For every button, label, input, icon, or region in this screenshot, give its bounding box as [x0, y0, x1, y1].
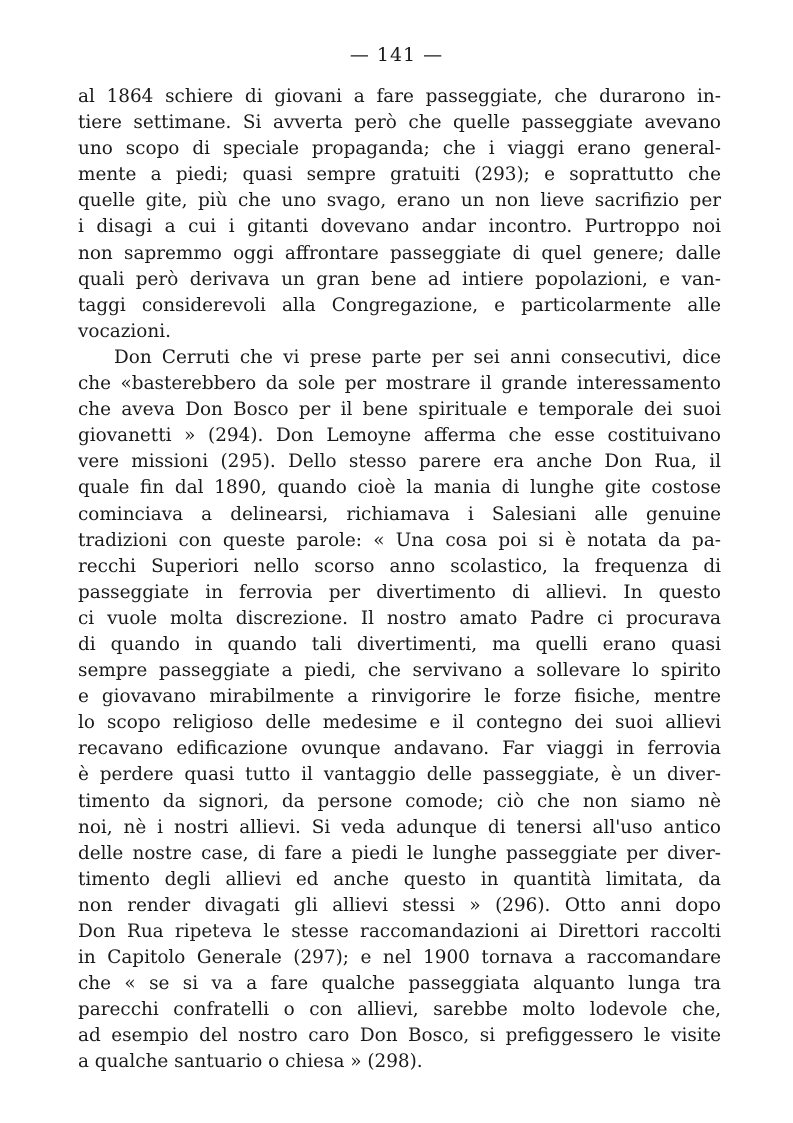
- text-line: non render divagati gli allievi stessi » (296). Otto anni dopo: [78, 894, 721, 916]
- text-line: recchi Superiori nello scorso anno scolastico, la frequenza di: [78, 555, 721, 577]
- text-line: i disagi a cui i gitanti dovevano andar incontro. Purtroppo noi: [78, 216, 721, 238]
- text-line: al 1864 schiere di giovani a fare passeggiate, che durarono in-: [78, 86, 721, 107]
- text-line: Don Cerruti che vi prese parte per sei anni consecutivi, dice: [114, 346, 721, 368]
- text-line: noi, nè i nostri allievi. Si veda adunque di tenersi all'uso antico: [78, 816, 721, 838]
- text-line: passeggiate in ferrovia per divertimento di allievi. In questo: [78, 581, 721, 603]
- text-line: quelle gite, più che uno svago, erano un non lieve sacrifizio per: [78, 190, 721, 212]
- text-line: e giovavano mirabilmente a rinvigorire le forze fisiche, mentre: [78, 686, 721, 708]
- text-line: a qualche santuario o chiesa » (298).: [78, 1051, 423, 1073]
- text-line: taggi considerevoli alla Congregazione, e particolarmente alle: [78, 294, 721, 316]
- text-line: mente a piedi; quasi sempre gratuiti (293); e soprattutto che: [78, 164, 721, 186]
- text-line: recavano edificazione ovunque andavano. Far viaggi in ferrovia: [78, 738, 721, 760]
- text-line: parecchi confratelli o con allievi, sarebbe molto lodevole che,: [78, 999, 721, 1021]
- text-line: quali però derivava un gran bene ad intiere popolazioni, e van-: [78, 268, 721, 290]
- text-line: quale fin dal 1890, quando cioè la mania di lunghe gite costose: [78, 477, 721, 499]
- text-line: in Capitolo Generale (297); e nel 1900 tornava a raccomandare: [78, 947, 721, 969]
- text-line: non sapremmo oggi affrontare passeggiate di quel genere; dalle: [78, 242, 721, 264]
- body-text: [78, 84, 721, 1076]
- text-line: di quando in quando tali divertimenti, ma quelli erano quasi: [78, 633, 721, 655]
- text-line: ci vuole molta discrezione. Il nostro amato Padre ci procurava: [78, 607, 721, 629]
- text-line: uno scopo di speciale propaganda; che i viaggi erano general-: [78, 138, 721, 160]
- text-line: tiere settimane. Si avverta però che quelle passeggiate avevano: [78, 112, 721, 134]
- page-number: — 141 —: [349, 44, 444, 66]
- text-line: vocazioni.: [78, 320, 171, 342]
- text-line: cominciava a delinearsi, richiamava i Salesiani alle genuine: [78, 503, 721, 525]
- text-line: timento degli allievi ed anche questo in quantità limitata, da: [78, 868, 721, 890]
- text-line: che « se si va a fare qualche passeggiata alquanto lunga tra: [78, 973, 721, 995]
- text-line: ad esempio del nostro caro Don Bosco, si prefiggessero le visite: [78, 1025, 721, 1047]
- text-line: che «basterebbero da sole per mostrare il grande interessamento: [78, 373, 721, 395]
- text-line: che aveva Don Bosco per il bene spirituale e temporale dei suoi: [78, 399, 721, 421]
- text-line: vere missioni (295). Dello stesso parere era anche Don Rua, il: [78, 451, 721, 473]
- text-line: tradizioni con queste parole: « Una cosa poi si è notata da pa-: [78, 529, 721, 551]
- text-line: è perdere quasi tutto il vantaggio delle passeggiate, è un diver-: [78, 764, 721, 786]
- text-line: timento da signori, da persone comode; ciò che non siamo nè: [78, 790, 721, 812]
- text-line: Don Rua ripeteva le stesse raccomandazioni ai Direttori raccolti: [78, 921, 721, 942]
- text-line: giovanetti » (294). Don Lemoyne afferma che esse costituivano: [78, 425, 721, 447]
- text-line: sempre passeggiate a piedi, che servivano a sollevare lo spirito: [78, 660, 721, 682]
- paragraph: [78, 345, 721, 1076]
- text-line: lo scopo religioso delle medesime e il contegno dei suoi allievi: [78, 712, 721, 734]
- paragraph: [78, 84, 721, 345]
- text-line: delle nostre case, di fare a piedi le lunghe passeggiate per diver-: [78, 842, 721, 864]
